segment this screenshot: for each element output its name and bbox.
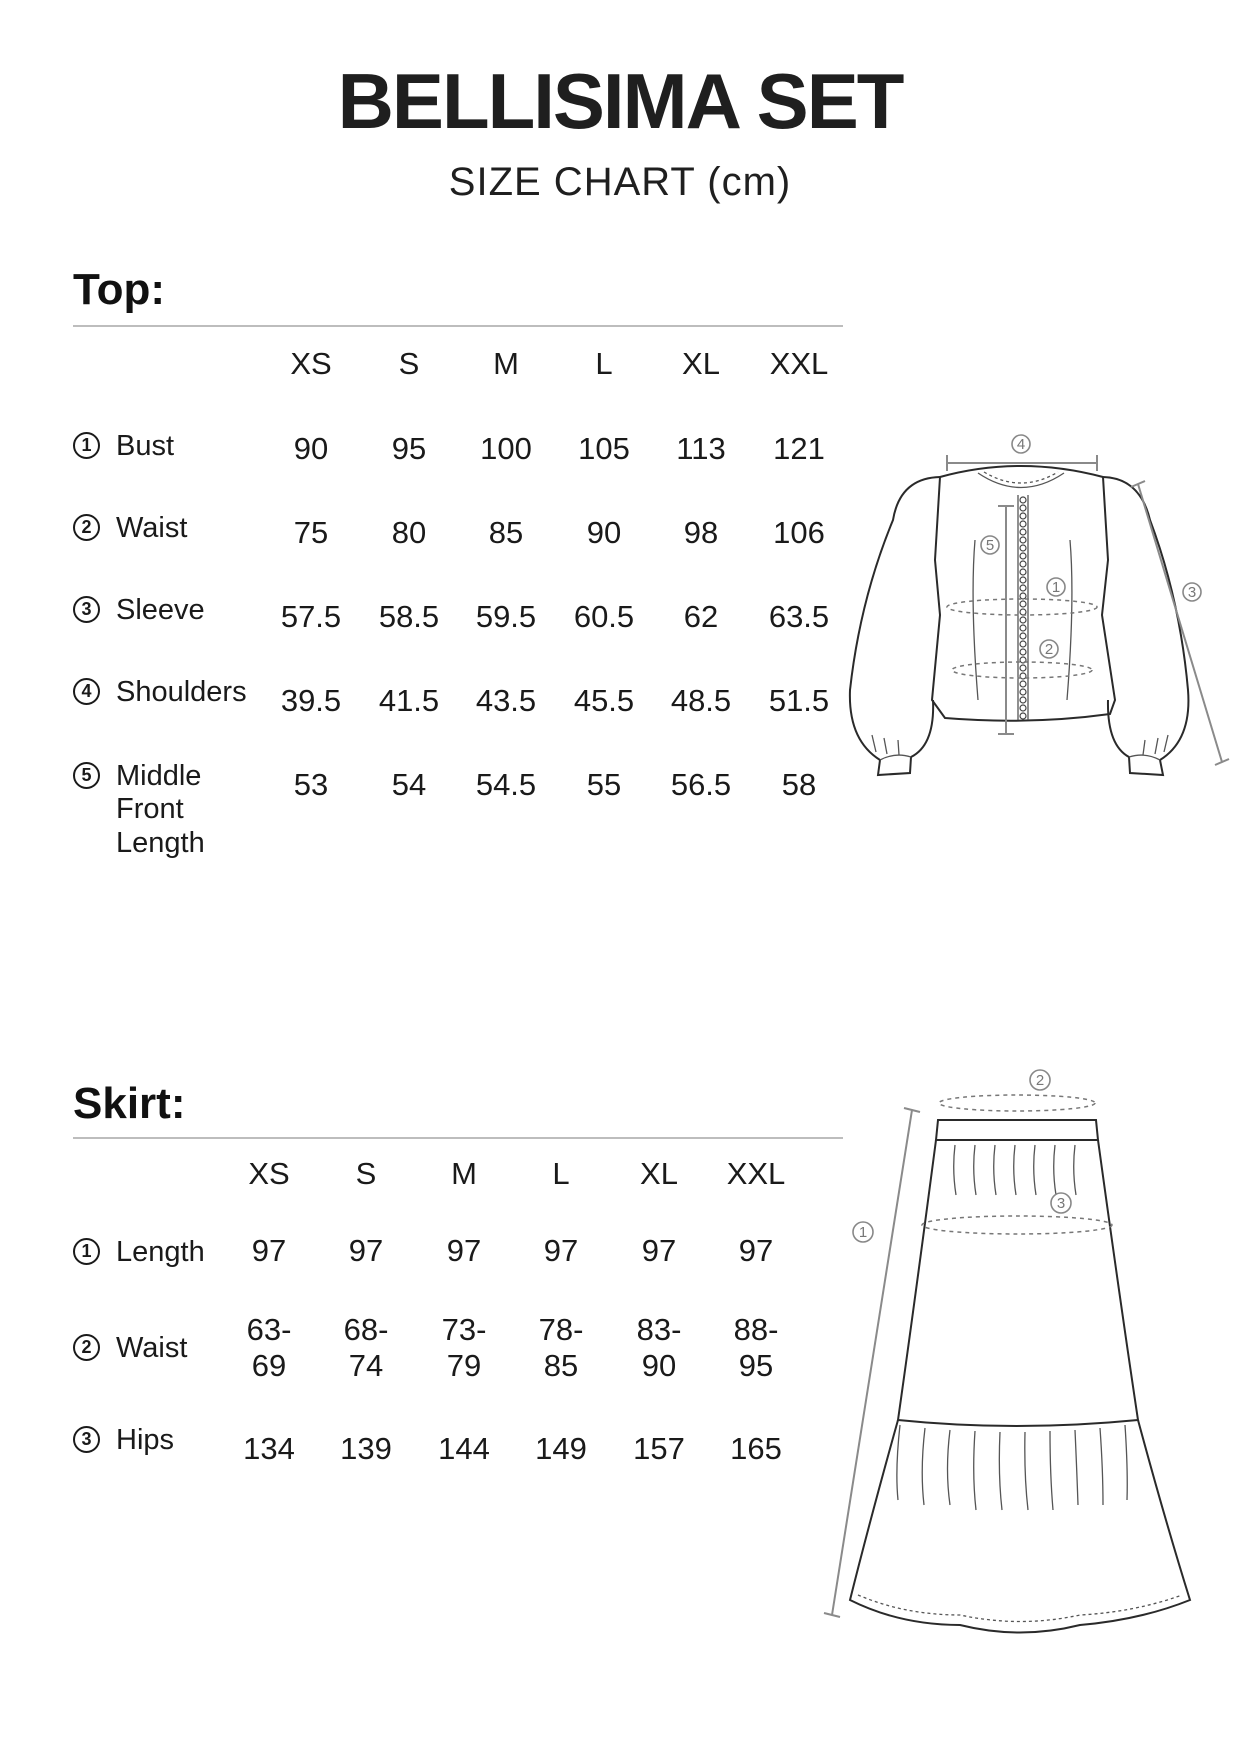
top-row-label-text: Middle Front Length [116, 760, 205, 859]
skirt-size-header-xl: XL [640, 1156, 678, 1191]
svg-text:4: 4 [1016, 436, 1026, 453]
skirt-row-label-text: Hips [116, 1424, 175, 1456]
skirt-marker-1 [853, 1222, 873, 1242]
top-button-dot [1020, 545, 1026, 551]
top-cell: 51.5 [768, 683, 830, 718]
top-button-dot [1020, 585, 1026, 591]
svg-text:5: 5 [985, 537, 995, 554]
skirt-cell: 63- 69 [246, 1312, 292, 1383]
skirt-size-header-l: L [552, 1156, 570, 1191]
top-cell: 45.5 [573, 683, 635, 718]
skirt-size-header-xs: XS [248, 1156, 290, 1191]
svg-text:1: 1 [858, 1224, 868, 1241]
measurement-number-icon: 3 [73, 1426, 100, 1453]
top-button-dot [1020, 497, 1026, 503]
top-row-label-waist [73, 512, 187, 545]
skirt-cell: 68- 74 [343, 1312, 389, 1383]
skirt-cell: 139 [340, 1431, 392, 1466]
top-cell: 39.5 [280, 683, 342, 718]
top-cell: 75 [293, 515, 329, 550]
top-cell: 95 [391, 431, 427, 466]
skirt-row-label-text: Waist [116, 1332, 188, 1364]
skirt-row-label-hips [73, 1424, 174, 1457]
measurement-number-icon: 1 [73, 432, 100, 459]
skirt-section-heading: Skirt: [73, 1079, 186, 1128]
top-cell: 113 [676, 431, 726, 466]
page-title: BELLISIMA SET [337, 57, 903, 145]
top-section-heading: Top: [73, 265, 166, 314]
page-subtitle: SIZE CHART (cm) [448, 160, 792, 204]
skirt-garment-diagram-icon [830, 1060, 1240, 1660]
skirt-cell: 157 [633, 1431, 685, 1466]
skirt-cell: 97 [641, 1233, 677, 1268]
top-cell: 105 [578, 431, 630, 466]
top-row-label-sleeve [73, 594, 205, 627]
svg-text:2: 2 [1044, 641, 1054, 658]
top-button-dot [1020, 561, 1026, 567]
top-button-dot [1020, 649, 1026, 655]
top-size-header-xxl: XXL [769, 346, 829, 381]
top-section-divider [73, 325, 843, 327]
top-button-dot [1020, 697, 1026, 703]
skirt-cell: 88- 95 [733, 1312, 779, 1383]
top-button-dot [1020, 569, 1026, 575]
top-button-dot [1020, 681, 1026, 687]
top-cell: 59.5 [475, 599, 537, 634]
top-button-dot [1020, 625, 1026, 631]
top-button-dot [1020, 713, 1026, 719]
top-cell: 57.5 [280, 599, 342, 634]
skirt-cell: 149 [535, 1431, 587, 1466]
skirt-cell: 97 [543, 1233, 579, 1268]
top-button-dot [1020, 633, 1026, 639]
top-button-dot [1020, 529, 1026, 535]
skirt-row-label-text: Length [116, 1236, 205, 1268]
top-size-header-l: L [595, 346, 613, 381]
skirt-size-header-xxl: XXL [726, 1156, 786, 1191]
top-cell: 98 [683, 515, 719, 550]
top-button-dot [1020, 601, 1026, 607]
top-cell: 121 [773, 431, 825, 466]
measurement-number-icon: 3 [73, 596, 100, 623]
top-row-label-text: Sleeve [116, 594, 205, 626]
skirt-cell: 97 [251, 1233, 287, 1268]
skirt-row-label-waist [73, 1332, 187, 1365]
measurement-number-icon: 4 [73, 678, 100, 705]
top-button-dot [1020, 593, 1026, 599]
top-row-label-bust [73, 430, 174, 463]
skirt-marker-3 [1051, 1193, 1071, 1213]
top-size-header-xs: XS [290, 346, 332, 381]
skirt-cell: 97 [446, 1233, 482, 1268]
skirt-section-divider [73, 1137, 843, 1139]
top-button-dot [1020, 665, 1026, 671]
top-cell: 85 [488, 515, 524, 550]
top-cell: 54.5 [475, 767, 537, 802]
top-cell: 62 [683, 599, 719, 634]
top-cell: 53 [293, 767, 329, 802]
top-cell: 55 [586, 767, 622, 802]
skirt-cell: 144 [438, 1431, 490, 1466]
top-marker-3 [1183, 583, 1201, 601]
top-cell: 43.5 [475, 683, 537, 718]
measurement-number-icon: 1 [73, 1238, 100, 1265]
svg-text:3: 3 [1056, 1195, 1066, 1212]
top-cell: 90 [586, 515, 622, 550]
top-button-dot [1020, 609, 1026, 615]
top-button-dot [1020, 521, 1026, 527]
top-cell: 80 [391, 515, 427, 550]
skirt-cell: 73- 79 [441, 1312, 487, 1383]
measurement-number-icon: 2 [73, 1334, 100, 1361]
skirt-cell: 97 [348, 1233, 384, 1268]
svg-text:2: 2 [1035, 1072, 1045, 1089]
top-marker-1 [1047, 578, 1065, 596]
skirt-size-header-m: M [451, 1156, 477, 1191]
top-cell: 41.5 [378, 683, 440, 718]
skirt-marker-2 [1030, 1070, 1050, 1090]
top-size-header-s: S [398, 346, 420, 381]
top-row-label-middle [73, 760, 205, 860]
top-cell: 106 [773, 515, 825, 550]
top-size-header-xl: XL [682, 346, 720, 381]
skirt-cell: 165 [730, 1431, 782, 1466]
top-cell: 60.5 [573, 599, 635, 634]
top-button-dot [1020, 537, 1026, 543]
top-row-label-shoulders [73, 676, 247, 709]
top-button-dot [1020, 513, 1026, 519]
svg-text:1: 1 [1051, 579, 1061, 596]
top-cell: 90 [293, 431, 329, 466]
top-row-label-text: Shoulders [116, 676, 247, 708]
top-cell: 63.5 [768, 599, 830, 634]
measurement-number-icon: 2 [73, 514, 100, 541]
top-button-dot [1020, 505, 1026, 511]
top-cell: 100 [480, 431, 532, 466]
measurement-number-icon: 5 [73, 762, 100, 789]
skirt-cell: 97 [738, 1233, 774, 1268]
top-button-dot [1020, 617, 1026, 623]
top-size-header-m: M [493, 346, 519, 381]
top-row-label-text: Waist [116, 512, 188, 544]
top-button-dot [1020, 689, 1026, 695]
skirt-cell: 134 [243, 1431, 295, 1466]
top-marker-5 [981, 536, 999, 554]
top-cell: 58 [781, 767, 817, 802]
top-marker-4 [1012, 435, 1030, 453]
top-row-label-text: Bust [116, 430, 175, 462]
top-cell: 54 [391, 767, 427, 802]
top-cell: 58.5 [378, 599, 440, 634]
top-cell: 48.5 [670, 683, 732, 718]
skirt-size-header-s: S [355, 1156, 377, 1191]
skirt-cell: 83- 90 [636, 1312, 682, 1383]
top-button-dot [1020, 705, 1026, 711]
svg-text:3: 3 [1187, 584, 1197, 601]
skirt-cell: 78- 85 [538, 1312, 584, 1383]
top-marker-2 [1040, 640, 1058, 658]
top-cell: 56.5 [670, 767, 732, 802]
top-button-dot [1020, 553, 1026, 559]
top-button-dot [1020, 577, 1026, 583]
top-button-dot [1020, 641, 1026, 647]
skirt-row-label-length [73, 1236, 205, 1269]
top-garment-diagram-icon [840, 430, 1240, 800]
